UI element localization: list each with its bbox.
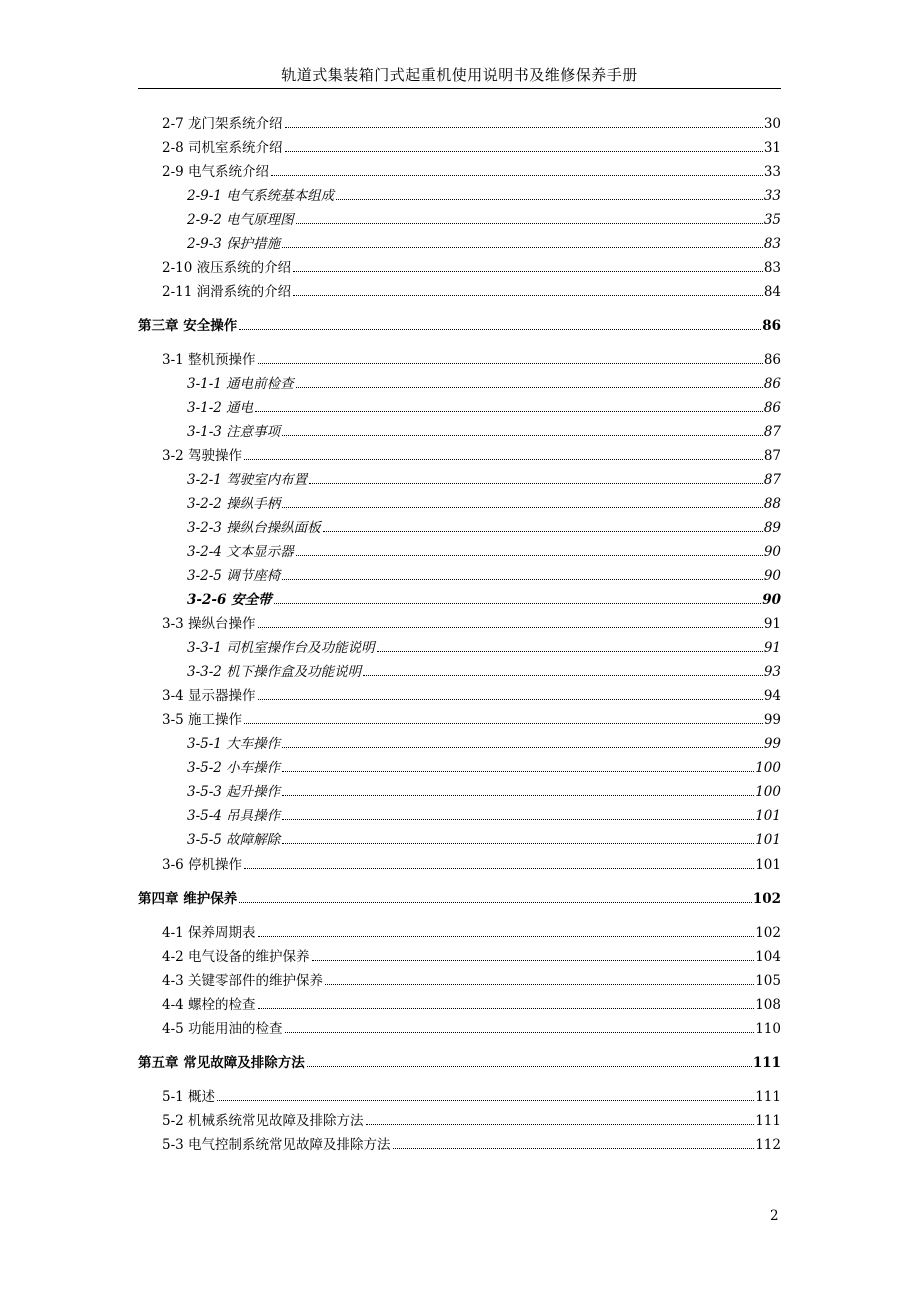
toc-entry-title: 3-3 操纵台操作 [162,616,256,632]
toc-entry-page: 99 [763,712,781,728]
toc-entry-page: 89 [763,520,781,536]
toc-entry[interactable] [162,1111,781,1129]
toc-entry-title: 3-5-5 故障解除 [187,832,281,848]
toc-dot-leader [239,329,761,330]
toc-dot-leader [377,651,763,652]
toc-entry-page: 86 [762,318,781,334]
toc-entry-page: 83 [763,236,781,252]
toc-entry-page: 111 [755,1113,781,1129]
toc-dot-leader [282,819,754,820]
toc-entry[interactable] [162,710,781,728]
toc-entry-page: 104 [755,949,781,965]
toc-entry-title: 2-8 司机室系统介绍 [162,140,283,156]
toc-dot-leader [285,127,763,128]
toc-entry[interactable] [162,282,781,300]
toc-entry-title: 3-3-1 司机室操作台及功能说明 [187,640,375,656]
toc-entry-title: 3-1-3 注意事项 [187,424,281,440]
toc-entry-page: 30 [763,116,781,132]
toc-dot-leader [285,1032,755,1033]
toc-dot-leader [366,1124,755,1125]
toc-entry-title: 3-5-2 小车操作 [187,760,281,776]
toc-dot-leader [282,247,763,248]
toc-entry[interactable] [162,971,781,989]
toc-dot-leader [393,1148,755,1149]
toc-chapter-entry[interactable] [138,316,781,334]
toc-entry-page: 101 [755,857,781,873]
toc-entry[interactable] [162,686,781,704]
toc-entry-title: 4-2 电气设备的维护保养 [162,949,310,965]
toc-entry[interactable] [162,614,781,632]
toc-entry-page: 91 [763,616,781,632]
toc-dot-leader [271,175,763,176]
toc-dot-leader [309,483,763,484]
toc-entry-page: 102 [755,925,781,941]
toc-dot-leader [258,627,763,628]
toc-entry-title: 3-2-5 调节座椅 [187,568,281,584]
toc-entry[interactable] [187,518,781,536]
toc-entry-title: 3-2-6 安全带 [187,592,272,608]
toc-dot-leader [244,868,754,869]
toc-dot-leader [325,984,754,985]
toc-entry-title: 2-7 龙门架系统介绍 [162,116,283,132]
toc-entry-title: 3-4 显示器操作 [162,688,256,704]
toc-entry-page: 93 [763,664,781,680]
toc-entry-title: 3-1-1 通电前检查 [187,376,294,392]
toc-dot-leader [282,507,763,508]
toc-entry-title: 2-9-2 电气原理图 [187,212,294,228]
toc-entry[interactable] [162,114,781,132]
toc-entry-title: 5-2 机械系统常见故障及排除方法 [162,1113,364,1129]
toc-entry-title: 2-9-3 保护措施 [187,236,281,252]
toc-dot-leader [244,459,763,460]
toc-entry-title: 2-11 润滑系统的介绍 [162,284,292,300]
toc-entry[interactable] [187,210,781,228]
toc-dot-leader [239,902,752,903]
toc-dot-leader [258,699,763,700]
toc-entry-page: 100 [755,760,781,776]
toc-entry-page: 35 [763,212,781,228]
toc-entry[interactable] [187,566,781,584]
toc-entry-title: 3-2-1 驾驶室内布置 [187,472,308,488]
toc-entry[interactable] [187,758,781,776]
toc-entry[interactable] [187,470,781,488]
toc-entry[interactable] [187,422,781,440]
toc-dot-leader [282,579,763,580]
toc-dot-leader [293,271,763,272]
toc-entry-page: 91 [763,640,781,656]
toc-entry-page: 111 [752,1055,781,1071]
toc-dot-leader [307,1066,752,1067]
toc-dot-leader [282,747,763,748]
toc-entry[interactable] [187,638,781,656]
toc-entry-page: 90 [763,544,781,560]
toc-entry-page: 86 [763,376,781,392]
toc-entry[interactable] [187,662,781,680]
toc-entry-page: 99 [763,736,781,752]
toc-entry[interactable] [187,398,781,416]
toc-entry[interactable] [162,258,781,276]
toc-entry-title: 3-6 停机操作 [162,857,243,873]
page-number: 2 [770,1208,779,1224]
toc-entry[interactable] [187,374,781,392]
toc-entry-page: 100 [755,784,781,800]
toc-entry[interactable] [162,138,781,156]
running-header: 轨道式集装箱门式起重机使用说明书及维修保养手册 [281,66,638,84]
toc-entry-title: 3-1-2 通电 [187,400,254,416]
toc-dot-leader [296,555,763,556]
toc-entry[interactable] [187,806,781,824]
toc-entry-page: 33 [763,188,781,204]
toc-dot-leader [217,1100,754,1101]
toc-dot-leader [285,151,763,152]
toc-entry-title: 5-3 电气控制系统常见故障及排除方法 [162,1137,391,1153]
toc-entry-page: 83 [763,260,781,276]
toc-entry-title: 5-1 概述 [162,1089,216,1105]
toc-entry-page: 101 [755,832,781,848]
toc-dot-leader [258,936,755,937]
toc-entry[interactable] [162,1087,781,1105]
toc-dot-leader [296,223,763,224]
toc-entry-title: 3-5-4 吊具操作 [187,808,281,824]
toc-entry-title: 4-5 功能用油的检查 [162,1021,283,1037]
toc-entry-page: 31 [763,140,781,156]
toc-entry-title: 3-2-2 操纵手柄 [187,496,281,512]
toc-dot-leader [323,531,763,532]
toc-entry-title: 4-3 关键零部件的维护保养 [162,973,324,989]
toc-entry[interactable] [162,947,781,965]
toc-dot-leader [255,411,763,412]
toc-entry-title: 3-2-4 文本显示器 [187,544,294,560]
toc-entry-page: 101 [755,808,781,824]
toc-entry-page: 90 [763,568,781,584]
toc-entry-title: 3-5-1 大车操作 [187,736,281,752]
toc-dot-leader [258,1008,755,1009]
toc-entry-title: 第五章 常见故障及排除方法 [138,1055,305,1071]
toc-entry-page: 105 [755,973,781,989]
toc-entry-page: 84 [763,284,781,300]
toc-entry-page: 87 [763,448,781,464]
toc-entry[interactable] [187,542,781,560]
toc-entry-page: 88 [763,496,781,512]
toc-dot-leader [274,603,762,604]
toc-entry-page: 87 [763,424,781,440]
toc-entry[interactable] [162,1019,781,1037]
toc-entry[interactable] [187,186,781,204]
toc-entry-page: 108 [755,997,781,1013]
toc-chapter-entry[interactable] [138,889,781,907]
toc-entry[interactable] [187,782,781,800]
toc-entry[interactable] [162,855,781,873]
toc-entry[interactable] [162,350,781,368]
toc-entry-title: 3-5 施工操作 [162,712,243,728]
toc-entry[interactable] [162,923,781,941]
toc-entry[interactable] [187,234,781,252]
toc-dot-leader [282,795,754,796]
toc-dot-leader [296,387,763,388]
toc-entry[interactable] [187,590,781,608]
toc-entry[interactable] [162,1135,781,1153]
toc-entry[interactable] [187,830,781,848]
toc-entry-title: 第三章 安全操作 [138,318,238,334]
toc-dot-leader [258,363,763,364]
toc-entry-page: 112 [755,1137,781,1153]
toc-dot-leader [312,960,755,961]
toc-entry-page: 33 [763,164,781,180]
toc-entry-title: 2-10 液压系统的介绍 [162,260,292,276]
toc-entry-title: 3-2 驾驶操作 [162,448,243,464]
toc-dot-leader [282,843,754,844]
toc-entry-page: 86 [763,352,781,368]
toc-entry-page: 90 [762,592,781,608]
toc-entry-page: 102 [752,891,781,907]
toc-entry[interactable] [162,446,781,464]
toc-entry[interactable] [162,995,781,1013]
toc-entry[interactable] [187,734,781,752]
toc-chapter-entry[interactable] [138,1053,781,1071]
toc-entry-title: 第四章 维护保养 [138,891,238,907]
toc-entry[interactable] [162,162,781,180]
toc-dot-leader [293,295,763,296]
toc-entry-title: 3-2-3 操纵台操纵面板 [187,520,321,536]
toc-dot-leader [363,675,763,676]
toc-entry-title: 3-3-2 机下操作盒及功能说明 [187,664,362,680]
toc-dot-leader [282,771,754,772]
toc-entry-page: 87 [763,472,781,488]
toc-entry-title: 4-4 螺栓的检查 [162,997,256,1013]
toc-entry-page: 110 [755,1021,781,1037]
toc-entry-title: 2-9-1 电气系统基本组成 [187,188,335,204]
toc-entry-page: 111 [755,1089,781,1105]
toc-entry-page: 94 [763,688,781,704]
toc-entry-title: 2-9 电气系统介绍 [162,164,270,180]
toc-entry-title: 3-5-3 起升操作 [187,784,281,800]
toc-entry-title: 4-1 保养周期表 [162,925,256,941]
toc-entry-page: 86 [763,400,781,416]
toc-dot-leader [244,723,763,724]
toc-dot-leader [282,435,763,436]
toc-entry[interactable] [187,494,781,512]
toc-dot-leader [336,199,763,200]
header-rule [138,88,781,89]
toc-entry-title: 3-1 整机预操作 [162,352,256,368]
